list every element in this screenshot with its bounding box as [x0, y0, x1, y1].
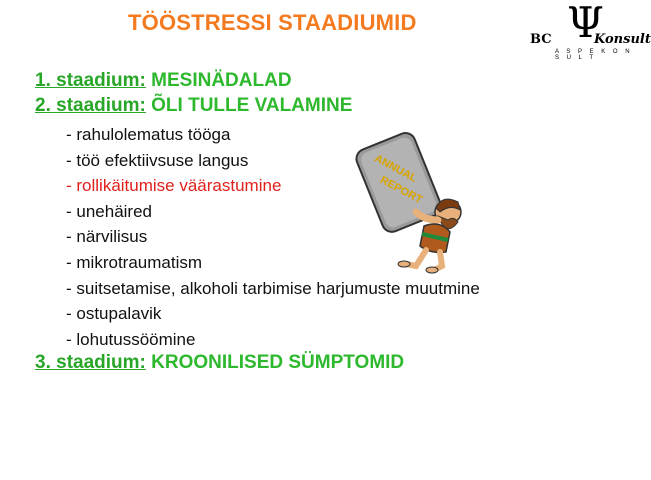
symptom-item: - rahulolematus tööga [66, 125, 231, 144]
stage-3-name: KROONILISED SÜMPTOMID [151, 352, 405, 373]
symptom-item: - mikrotraumatism [66, 252, 203, 272]
slab-text-report: REPORT [378, 174, 425, 207]
caveman-carrying-report-illustration [350, 128, 480, 278]
symptom-item: - suitsetamise, alkoholi tarbimise harjumuste muutmine [66, 278, 480, 298]
symptom-item: - töö efektiivsuse langus [66, 150, 249, 170]
symptom-item: - lohutussöömine [66, 329, 196, 349]
symptom-item: - unehäired [66, 201, 153, 221]
logo-left-word: BC [530, 32, 552, 47]
logo-tagline: A S P E K O N S U L T [555, 49, 633, 61]
slide-title: TÖÖSTRESSI STAADIUMID [128, 10, 417, 35]
stage-2-label: 2. staadium: [35, 95, 146, 116]
stage-1 [35, 70, 292, 92]
symptom-item-highlighted: - rollikäitumise väärastumine [66, 176, 282, 196]
slab-text-annual: ANNUAL [372, 152, 419, 185]
stage-1-label: 1. staadium: [35, 70, 146, 91]
stage-2-name: ÕLI TULLE VALAMINE [151, 95, 353, 116]
symptom-item: - närvilisus [66, 227, 148, 247]
symptom-item: - ostupalavik [66, 304, 162, 324]
logo-right-word: Konsult [594, 32, 651, 47]
stage-1-name: MESINÄDALAD [151, 70, 292, 91]
company-logo [528, 0, 651, 61]
stage-2 [35, 95, 352, 117]
stage-3 [35, 352, 404, 374]
psi-logo-icon: Ψ [567, 0, 604, 47]
stage-3-label: 3. staadium: [35, 352, 146, 373]
